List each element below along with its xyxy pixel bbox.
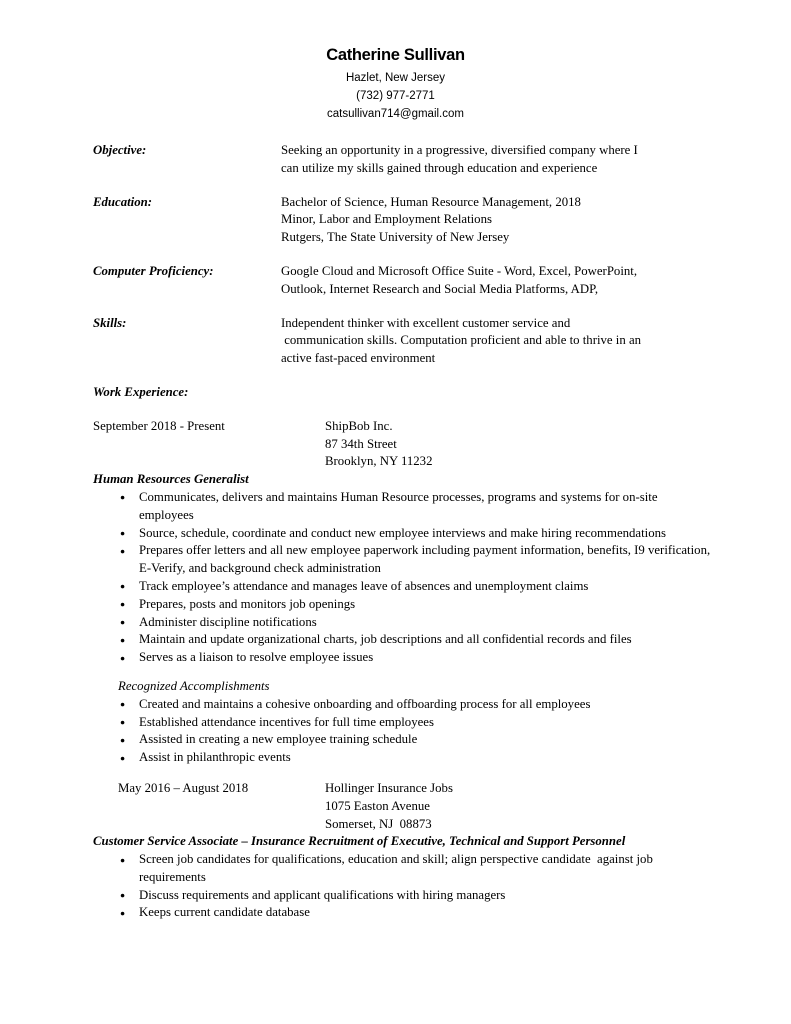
text-line: can utilize my skills gained through education and experience: [281, 160, 598, 175]
section-text-skills: [281, 315, 641, 368]
job-bullet-list: [118, 489, 753, 667]
work-experience-heading: Work Experience:: [93, 384, 189, 399]
summary-row-skills: [93, 315, 753, 368]
company-block: [325, 780, 453, 833]
company-address-line: Somerset, NJ 08873: [325, 816, 432, 831]
bullet-item: ● Track employee’s attendance and manages leave of absences and unemployment claims: [118, 578, 712, 596]
company-address-line: 1075 Easton Avenue: [325, 798, 430, 813]
bullet-item: ● Communicates, delivers and maintains Human Resource processes, programs and systems for on-site employees: [118, 489, 712, 525]
recognized-accomplishments-heading: Recognized Accomplishments: [118, 678, 270, 693]
section-text-computer-proficiency: [281, 263, 637, 299]
text-line: Outlook, Internet Research and Social Media Platforms, ADP,: [281, 281, 599, 296]
text-line: Google Cloud and Microsoft Office Suite - Word, Excel, PowerPoint,: [281, 263, 638, 278]
job-entry-hollinger: [93, 780, 753, 922]
text-line: active fast-paced environment: [281, 351, 436, 366]
bullet-item: ● Serves as a liaison to resolve employee issues: [118, 649, 712, 667]
contact-location: Hazlet, New Jersey: [345, 72, 446, 84]
company-name: ShipBob Inc.: [325, 418, 393, 433]
section-label-objective: Objective:: [93, 143, 147, 157]
section-label-computer-proficiency: Computer Proficiency:: [93, 263, 214, 278]
text-line: Bachelor of Science, Human Resource Management, 2018: [281, 194, 581, 209]
summary-row-computer-proficiency: [93, 263, 753, 299]
resume-header: [0, 0, 791, 123]
resume-body: [93, 142, 753, 922]
summary-row-objective: [93, 142, 753, 178]
job-title: Customer Service Associate – Insurance Recruitment of Executive, Technical and Support Personnel: [93, 834, 626, 849]
bullet-item: ● Assisted in creating a new employee training schedule: [118, 731, 712, 749]
bullet-item: ● Prepares offer letters and all new employee paperwork including payment information, benefits, I9 verification, E-Verify, and background check administration: [118, 542, 712, 578]
text-line: Seeking an opportunity in a progressive, diversified company where I: [281, 143, 638, 157]
bullet-item: ● Source, schedule, coordinate and conduct new employee interviews and make hiring recommendations: [118, 525, 712, 543]
company-name: Hollinger Insurance Jobs: [325, 780, 453, 795]
bullet-item: ● Screen job candidates for qualifications, education and skill; align perspective candidate against job requirements: [118, 851, 712, 887]
bullet-item: ● Keeps current candidate database: [118, 904, 712, 922]
company-address-line: Brooklyn, NY 11232: [325, 454, 433, 469]
bullet-item: ● Prepares, posts and monitors job openings: [118, 596, 712, 614]
job-header: [93, 780, 753, 833]
job-title: Human Resources Generalist: [93, 472, 249, 487]
bullet-item: ● Created and maintains a cohesive onboarding and offboarding process for all employees: [118, 696, 712, 714]
bullet-item: ● Assist in philanthropic events: [118, 749, 712, 767]
candidate-name: Catherine Sullivan: [326, 46, 465, 64]
section-text-objective: [281, 142, 638, 178]
job-header: [93, 418, 753, 471]
bullet-item: ● Maintain and update organizational charts, job descriptions and all confidential records and files: [118, 631, 712, 649]
contact-phone: (732) 977-2771: [356, 90, 435, 102]
job-dates: September 2018 - Present: [93, 418, 225, 433]
bullet-item: ● Established attendance incentives for full time employees: [118, 714, 712, 732]
company-address-line: 87 34th Street: [325, 436, 397, 451]
bullet-item: ● Administer discipline notifications: [118, 614, 712, 632]
company-block: [325, 418, 432, 471]
text-line: communication skills. Computation proficient and able to thrive in an: [281, 333, 642, 348]
section-label-skills: Skills:: [93, 315, 127, 330]
section-text-education: [281, 194, 581, 247]
text-line: Independent thinker with excellent customer service and: [281, 315, 571, 330]
contact-email: catsullivan714@gmail.com: [327, 108, 464, 120]
job-bullet-list: [118, 851, 753, 922]
job-entry-shipbob: [93, 418, 753, 767]
text-line: Minor, Labor and Employment Relations: [281, 212, 492, 227]
contact-block: [0, 69, 791, 123]
text-line: Rutgers, The State University of New Jersey: [281, 230, 510, 245]
job-dates: May 2016 – August 2018: [118, 780, 249, 795]
bullet-item: ● Discuss requirements and applicant qualifications with hiring managers: [118, 887, 712, 905]
accomplishments-bullet-list: [118, 696, 753, 767]
summary-row-education: [93, 194, 753, 247]
section-label-education: Education:: [93, 194, 153, 209]
